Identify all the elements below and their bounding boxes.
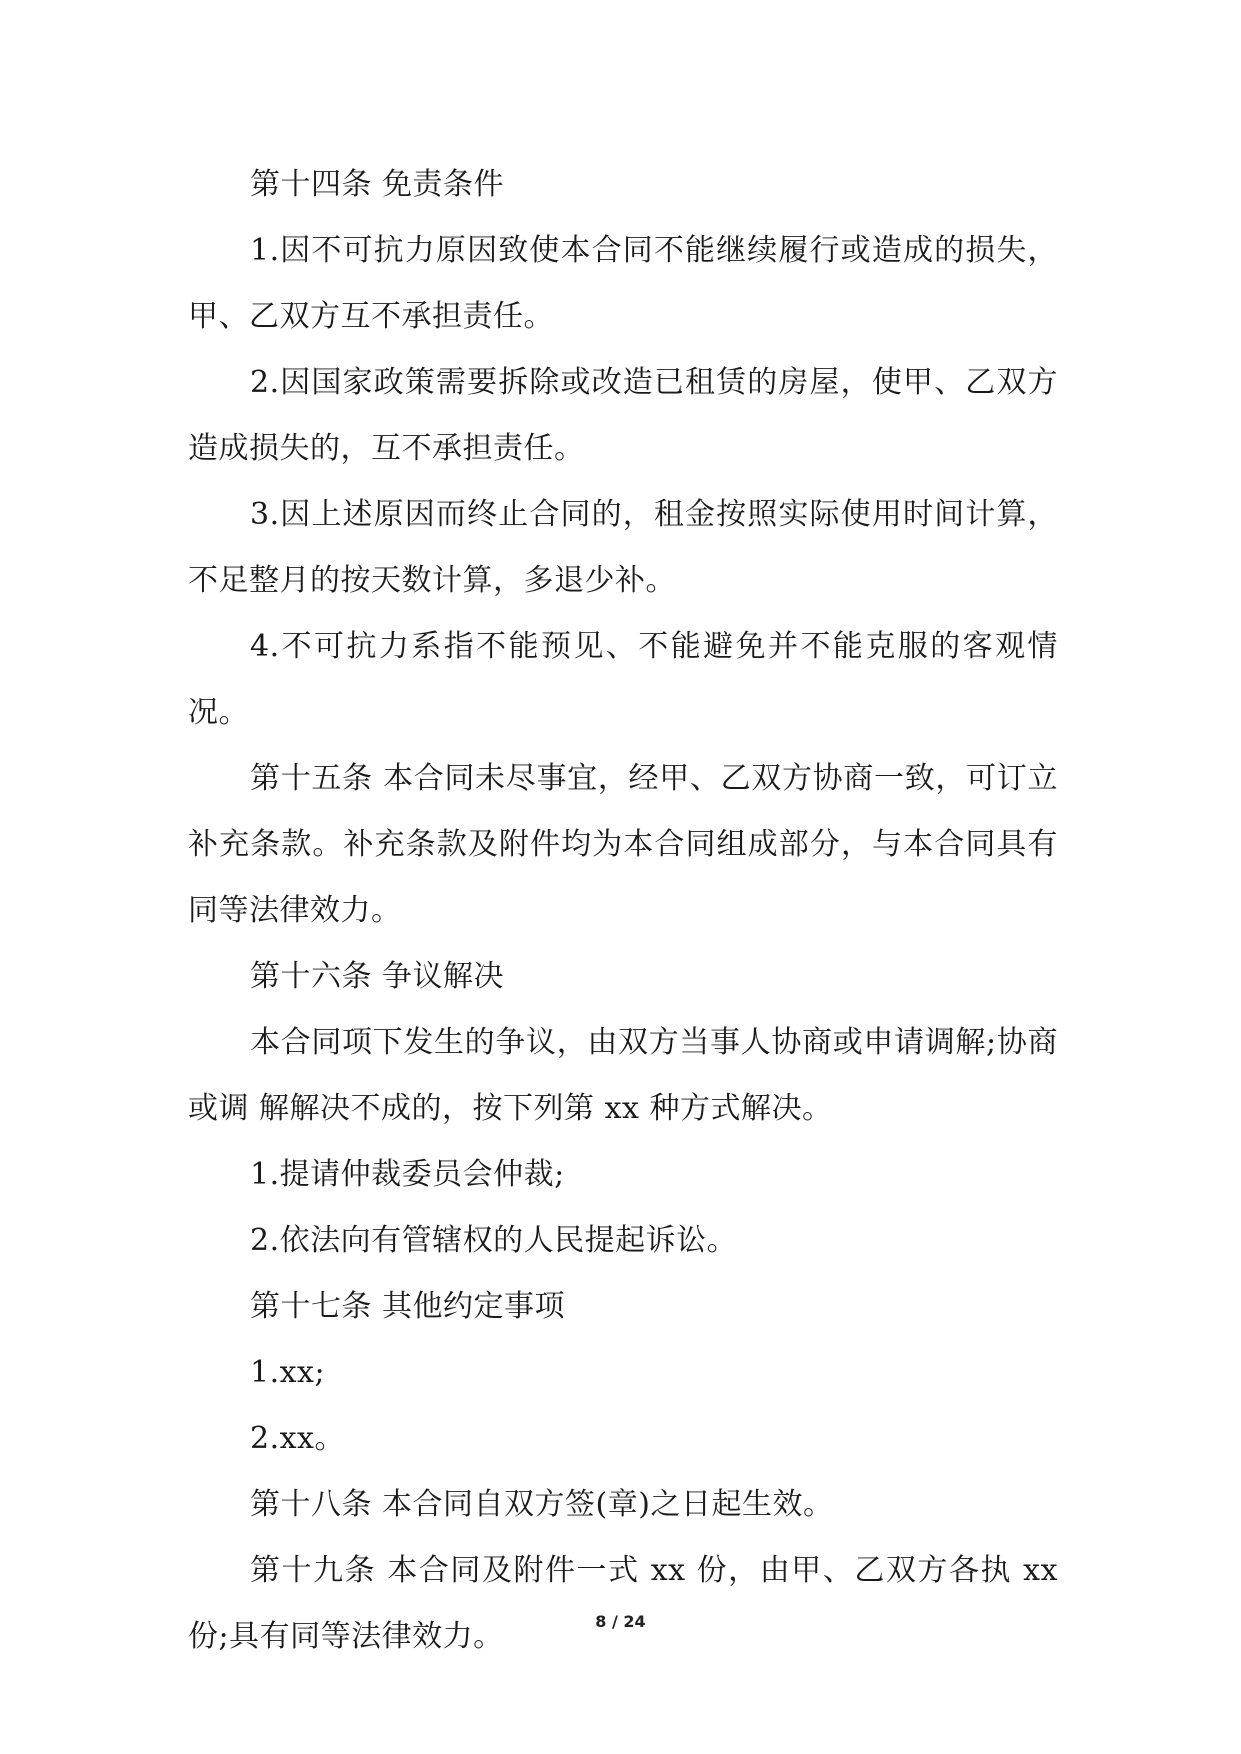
article-15: 第十五条 本合同未尽事宜，经甲、乙双方协商一致，可订立补充条款。补充条款及附件均为本合同组成部分，与本合同具有同等法律效力。 <box>188 761 1058 928</box>
article-18: 第十八条 本合同自双方签(章)之日起生效。 <box>250 1487 834 1522</box>
article-16-option-2: 2.依法向有管辖权的人民提起诉讼。 <box>250 1223 738 1258</box>
article-14-clause-1: 1.因不可抗力原因致使本合同不能继续履行或造成的损失，甲、乙双方互不承担责任。 <box>188 233 1058 334</box>
article-14-clause-3: 3.因上述原因而终止合同的，租金按照实际使用时间计算，不足整月的按天数计算，多退少补。 <box>188 497 1058 598</box>
article-17-item-2: 2.xx。 <box>250 1421 345 1456</box>
article-19: 第十九条 本合同及附件一式 xx 份，由甲、乙双方各执 xx 份;具有同等法律效力。 <box>188 1553 1058 1654</box>
page-number: 8 / 24 <box>595 1612 646 1631</box>
article-16-option-1: 1.提请仲裁委员会仲裁; <box>250 1157 565 1192</box>
article-16-heading: 第十六条 争议解决 <box>250 959 505 994</box>
article-17-heading: 第十七条 其他约定事项 <box>250 1289 566 1324</box>
article-14-clause-2: 2.因国家政策需要拆除或改造已租赁的房屋，使甲、乙双方造成损失的，互不承担责任。 <box>188 365 1058 466</box>
article-14-heading: 第十四条 免责条件 <box>250 167 505 202</box>
article-16-body: 本合同项下发生的争议，由双方当事人协商或申请调解;协商或调 解解决不成的，按下列第 xx 种方式解决。 <box>188 1025 1058 1126</box>
article-17-item-1: 1.xx; <box>250 1355 326 1390</box>
document-body <box>188 152 1058 1670</box>
article-14-clause-4: 4.不可抗力系指不能预见、不能避免并不能克服的客观情况。 <box>188 629 1058 730</box>
